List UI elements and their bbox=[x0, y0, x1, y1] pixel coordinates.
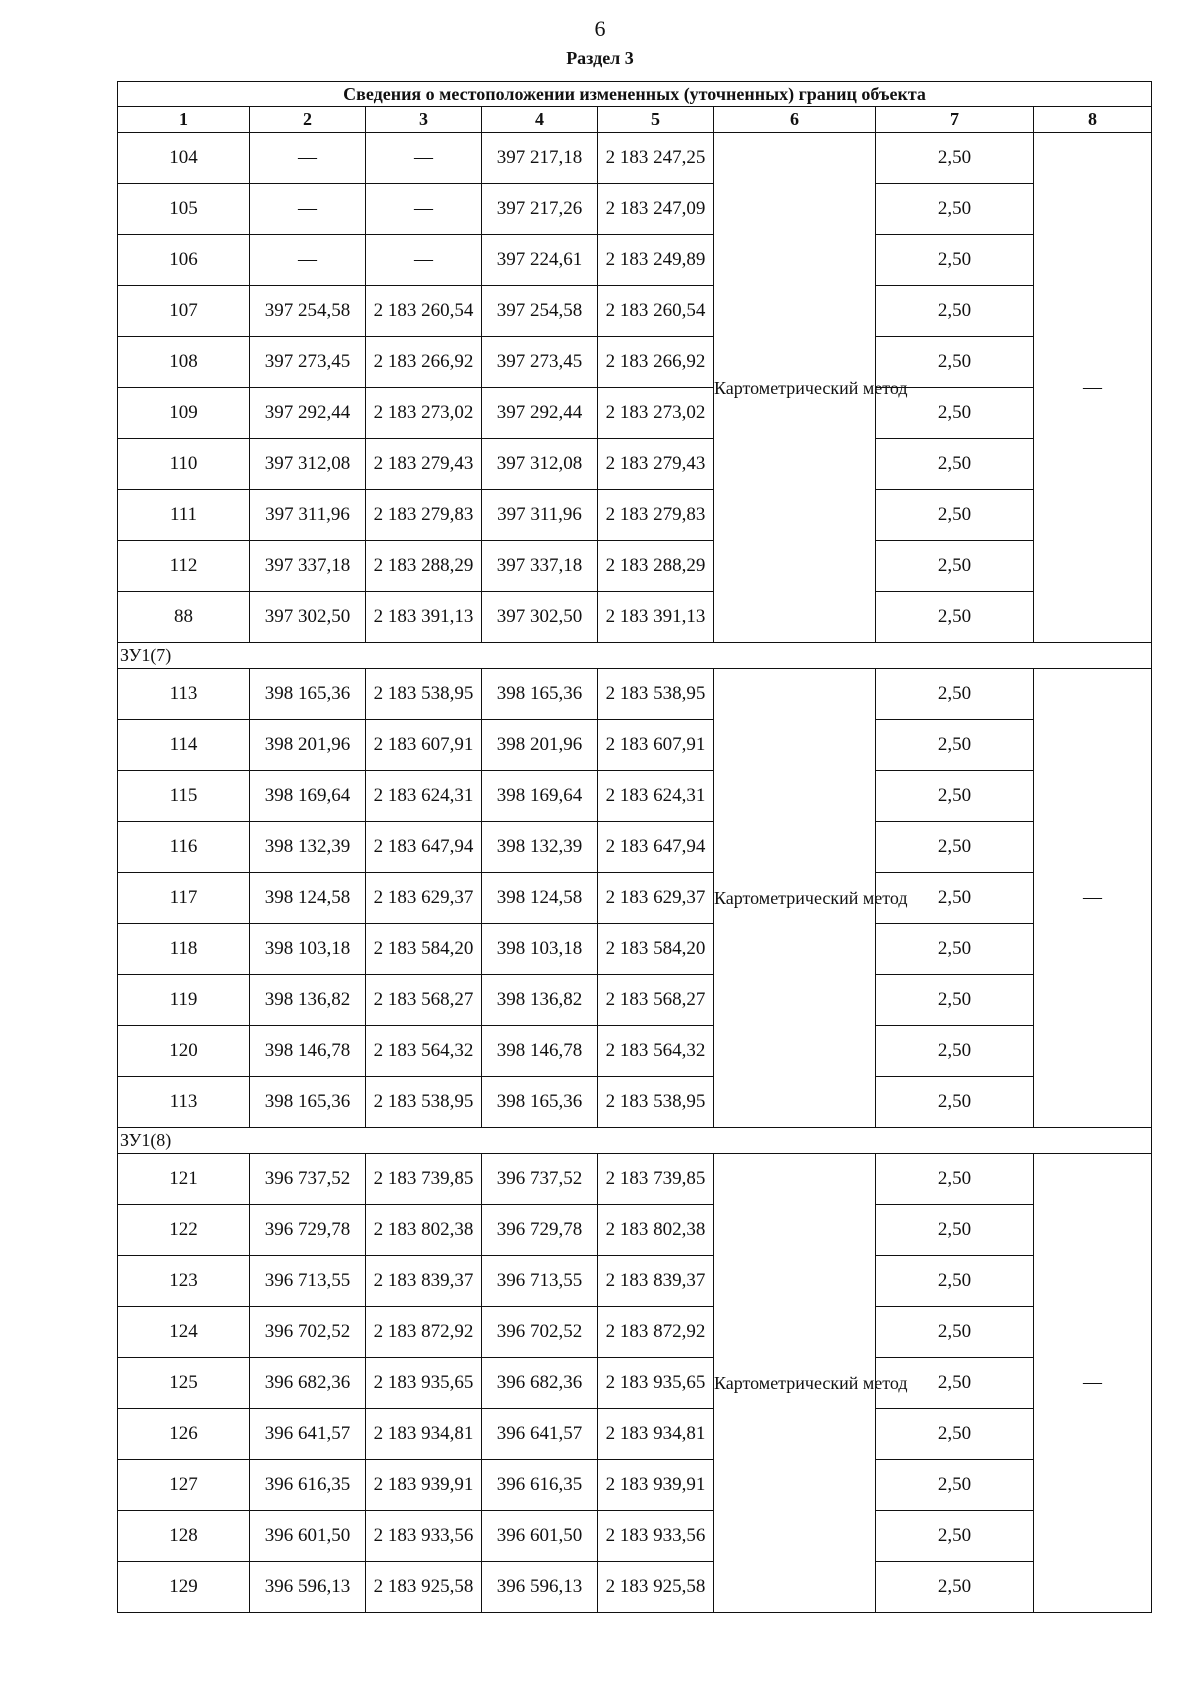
existing-y-cell: 2 183 564,32 bbox=[366, 1026, 482, 1077]
new-y-cell: 2 183 839,37 bbox=[598, 1256, 714, 1307]
group-header-row bbox=[118, 1128, 1152, 1154]
accuracy-cell: 2,50 bbox=[876, 1077, 1034, 1128]
existing-y-cell: 2 183 584,20 bbox=[366, 924, 482, 975]
column-number: 7 bbox=[876, 107, 1034, 133]
existing-x-cell: 397 273,45 bbox=[250, 337, 366, 388]
accuracy-cell: 2,50 bbox=[876, 720, 1034, 771]
new-y-cell: 2 183 925,58 bbox=[598, 1562, 714, 1613]
new-x-cell: 396 641,57 bbox=[482, 1409, 598, 1460]
new-x-cell: 397 302,50 bbox=[482, 592, 598, 643]
accuracy-cell: 2,50 bbox=[876, 490, 1034, 541]
column-number-row bbox=[118, 107, 1152, 133]
table-row bbox=[118, 1026, 1152, 1077]
existing-y-cell: 2 183 647,94 bbox=[366, 822, 482, 873]
point-number-cell: 114 bbox=[118, 720, 250, 771]
existing-x-cell: 396 601,50 bbox=[250, 1511, 366, 1562]
method-cell: Картометрический метод bbox=[714, 669, 876, 1128]
existing-x-cell: 397 302,50 bbox=[250, 592, 366, 643]
existing-x-cell: 396 596,13 bbox=[250, 1562, 366, 1613]
table-row bbox=[118, 1256, 1152, 1307]
accuracy-cell: 2,50 bbox=[876, 1154, 1034, 1205]
table-row bbox=[118, 235, 1152, 286]
point-number-cell: 108 bbox=[118, 337, 250, 388]
table-row bbox=[118, 822, 1152, 873]
new-x-cell: 396 596,13 bbox=[482, 1562, 598, 1613]
existing-y-cell: 2 183 279,83 bbox=[366, 490, 482, 541]
existing-x-cell: 398 132,39 bbox=[250, 822, 366, 873]
page-number: 6 bbox=[594, 16, 606, 41]
table-row bbox=[118, 924, 1152, 975]
column-8-cell: — bbox=[1034, 669, 1152, 1128]
new-y-cell: 2 183 568,27 bbox=[598, 975, 714, 1026]
new-x-cell: 397 217,26 bbox=[482, 184, 598, 235]
point-number-cell: 121 bbox=[118, 1154, 250, 1205]
column-number: 1 bbox=[118, 107, 250, 133]
point-number-cell: 129 bbox=[118, 1562, 250, 1613]
point-number-cell: 109 bbox=[118, 388, 250, 439]
new-x-cell: 397 312,08 bbox=[482, 439, 598, 490]
section-title: Раздел 3 bbox=[566, 48, 634, 68]
table-row bbox=[118, 439, 1152, 490]
existing-y-cell: — bbox=[366, 184, 482, 235]
new-y-cell: 2 183 260,54 bbox=[598, 286, 714, 337]
new-x-cell: 398 165,36 bbox=[482, 669, 598, 720]
existing-y-cell: 2 183 939,91 bbox=[366, 1460, 482, 1511]
accuracy-cell: 2,50 bbox=[876, 1409, 1034, 1460]
point-number-cell: 104 bbox=[118, 133, 250, 184]
existing-y-cell: 2 183 391,13 bbox=[366, 592, 482, 643]
accuracy-cell: 2,50 bbox=[876, 337, 1034, 388]
new-y-cell: 2 183 647,94 bbox=[598, 822, 714, 873]
table-row bbox=[118, 975, 1152, 1026]
existing-y-cell: 2 183 933,56 bbox=[366, 1511, 482, 1562]
existing-y-cell: 2 183 934,81 bbox=[366, 1409, 482, 1460]
accuracy-cell: 2,50 bbox=[876, 1256, 1034, 1307]
table-row bbox=[118, 1562, 1152, 1613]
new-y-cell: 2 183 629,37 bbox=[598, 873, 714, 924]
group-header-row bbox=[118, 643, 1152, 669]
column-8-cell: — bbox=[1034, 1154, 1152, 1613]
table-row bbox=[118, 541, 1152, 592]
existing-x-cell: 396 616,35 bbox=[250, 1460, 366, 1511]
accuracy-cell: 2,50 bbox=[876, 924, 1034, 975]
accuracy-cell: 2,50 bbox=[876, 1358, 1034, 1409]
point-number-cell: 117 bbox=[118, 873, 250, 924]
new-x-cell: 397 224,61 bbox=[482, 235, 598, 286]
accuracy-cell: 2,50 bbox=[876, 439, 1034, 490]
accuracy-cell: 2,50 bbox=[876, 771, 1034, 822]
existing-x-cell: 396 682,36 bbox=[250, 1358, 366, 1409]
table-row bbox=[118, 1460, 1152, 1511]
new-x-cell: 396 729,78 bbox=[482, 1205, 598, 1256]
new-y-cell: 2 183 538,95 bbox=[598, 669, 714, 720]
new-y-cell: 2 183 872,92 bbox=[598, 1307, 714, 1358]
new-y-cell: 2 183 939,91 bbox=[598, 1460, 714, 1511]
new-y-cell: 2 183 273,02 bbox=[598, 388, 714, 439]
existing-x-cell: 398 103,18 bbox=[250, 924, 366, 975]
existing-y-cell: 2 183 802,38 bbox=[366, 1205, 482, 1256]
existing-x-cell: 397 312,08 bbox=[250, 439, 366, 490]
accuracy-cell: 2,50 bbox=[876, 235, 1034, 286]
point-number-cell: 105 bbox=[118, 184, 250, 235]
accuracy-cell: 2,50 bbox=[876, 1511, 1034, 1562]
accuracy-cell: 2,50 bbox=[876, 388, 1034, 439]
point-number-cell: 116 bbox=[118, 822, 250, 873]
point-number-cell: 128 bbox=[118, 1511, 250, 1562]
table-row bbox=[118, 1154, 1152, 1205]
column-number: 5 bbox=[598, 107, 714, 133]
existing-x-cell: 398 136,82 bbox=[250, 975, 366, 1026]
existing-x-cell: 397 254,58 bbox=[250, 286, 366, 337]
table-body bbox=[118, 133, 1152, 1613]
existing-y-cell: 2 183 739,85 bbox=[366, 1154, 482, 1205]
table-row bbox=[118, 133, 1152, 184]
accuracy-cell: 2,50 bbox=[876, 1307, 1034, 1358]
existing-x-cell: 396 702,52 bbox=[250, 1307, 366, 1358]
point-number-cell: 115 bbox=[118, 771, 250, 822]
table-caption: Сведения о местоположении измененных (уточненных) границ объекта bbox=[118, 82, 1152, 107]
existing-x-cell: — bbox=[250, 133, 366, 184]
table-row bbox=[118, 286, 1152, 337]
new-y-cell: 2 183 607,91 bbox=[598, 720, 714, 771]
existing-y-cell: 2 183 935,65 bbox=[366, 1358, 482, 1409]
new-x-cell: 396 616,35 bbox=[482, 1460, 598, 1511]
existing-x-cell: 398 201,96 bbox=[250, 720, 366, 771]
accuracy-cell: 2,50 bbox=[876, 1026, 1034, 1077]
accuracy-cell: 2,50 bbox=[876, 184, 1034, 235]
existing-x-cell: 397 337,18 bbox=[250, 541, 366, 592]
new-x-cell: 396 713,55 bbox=[482, 1256, 598, 1307]
new-y-cell: 2 183 624,31 bbox=[598, 771, 714, 822]
group-label: ЗУ1(8) bbox=[118, 1128, 1152, 1154]
new-y-cell: 2 183 584,20 bbox=[598, 924, 714, 975]
point-number-cell: 123 bbox=[118, 1256, 250, 1307]
new-y-cell: 2 183 391,13 bbox=[598, 592, 714, 643]
point-number-cell: 112 bbox=[118, 541, 250, 592]
new-x-cell: 398 146,78 bbox=[482, 1026, 598, 1077]
column-number: 2 bbox=[250, 107, 366, 133]
existing-y-cell: 2 183 260,54 bbox=[366, 286, 482, 337]
existing-x-cell: 397 311,96 bbox=[250, 490, 366, 541]
existing-y-cell: — bbox=[366, 235, 482, 286]
new-x-cell: 398 132,39 bbox=[482, 822, 598, 873]
accuracy-cell: 2,50 bbox=[876, 975, 1034, 1026]
existing-y-cell: 2 183 839,37 bbox=[366, 1256, 482, 1307]
existing-y-cell: 2 183 279,43 bbox=[366, 439, 482, 490]
accuracy-cell: 2,50 bbox=[876, 1205, 1034, 1256]
new-x-cell: 398 165,36 bbox=[482, 1077, 598, 1128]
new-x-cell: 396 682,36 bbox=[482, 1358, 598, 1409]
point-number-cell: 122 bbox=[118, 1205, 250, 1256]
existing-y-cell: 2 183 266,92 bbox=[366, 337, 482, 388]
accuracy-cell: 2,50 bbox=[876, 822, 1034, 873]
existing-x-cell: 398 165,36 bbox=[250, 1077, 366, 1128]
table-row bbox=[118, 669, 1152, 720]
new-y-cell: 2 183 538,95 bbox=[598, 1077, 714, 1128]
existing-x-cell: 398 146,78 bbox=[250, 1026, 366, 1077]
existing-x-cell: 398 124,58 bbox=[250, 873, 366, 924]
group-label: ЗУ1(7) bbox=[118, 643, 1152, 669]
table-row bbox=[118, 1511, 1152, 1562]
accuracy-cell: 2,50 bbox=[876, 133, 1034, 184]
accuracy-cell: 2,50 bbox=[876, 541, 1034, 592]
existing-y-cell: 2 183 624,31 bbox=[366, 771, 482, 822]
new-y-cell: 2 183 279,83 bbox=[598, 490, 714, 541]
boundary-coordinates-table bbox=[117, 81, 1152, 1613]
accuracy-cell: 2,50 bbox=[876, 1460, 1034, 1511]
existing-x-cell: — bbox=[250, 184, 366, 235]
column-number: 6 bbox=[714, 107, 876, 133]
point-number-cell: 107 bbox=[118, 286, 250, 337]
existing-y-cell: 2 183 288,29 bbox=[366, 541, 482, 592]
new-x-cell: 398 136,82 bbox=[482, 975, 598, 1026]
existing-y-cell: 2 183 872,92 bbox=[366, 1307, 482, 1358]
table-row bbox=[118, 720, 1152, 771]
table-row bbox=[118, 1077, 1152, 1128]
point-number-cell: 118 bbox=[118, 924, 250, 975]
table-row bbox=[118, 1205, 1152, 1256]
existing-x-cell: — bbox=[250, 235, 366, 286]
accuracy-cell: 2,50 bbox=[876, 873, 1034, 924]
table-row bbox=[118, 1358, 1152, 1409]
table-row bbox=[118, 592, 1152, 643]
new-x-cell: 397 337,18 bbox=[482, 541, 598, 592]
existing-y-cell: 2 183 538,95 bbox=[366, 669, 482, 720]
new-y-cell: 2 183 288,29 bbox=[598, 541, 714, 592]
existing-y-cell: 2 183 607,91 bbox=[366, 720, 482, 771]
new-y-cell: 2 183 935,65 bbox=[598, 1358, 714, 1409]
new-x-cell: 397 292,44 bbox=[482, 388, 598, 439]
table-row bbox=[118, 388, 1152, 439]
new-x-cell: 398 124,58 bbox=[482, 873, 598, 924]
column-number: 8 bbox=[1034, 107, 1152, 133]
column-number: 4 bbox=[482, 107, 598, 133]
point-number-cell: 111 bbox=[118, 490, 250, 541]
new-y-cell: 2 183 266,92 bbox=[598, 337, 714, 388]
table-row bbox=[118, 337, 1152, 388]
point-number-cell: 120 bbox=[118, 1026, 250, 1077]
point-number-cell: 88 bbox=[118, 592, 250, 643]
existing-y-cell: 2 183 273,02 bbox=[366, 388, 482, 439]
existing-x-cell: 396 737,52 bbox=[250, 1154, 366, 1205]
new-x-cell: 398 103,18 bbox=[482, 924, 598, 975]
method-cell: Картометрический метод bbox=[714, 133, 876, 643]
new-x-cell: 396 601,50 bbox=[482, 1511, 598, 1562]
column-8-cell: — bbox=[1034, 133, 1152, 643]
point-number-cell: 127 bbox=[118, 1460, 250, 1511]
new-y-cell: 2 183 802,38 bbox=[598, 1205, 714, 1256]
existing-x-cell: 398 169,64 bbox=[250, 771, 366, 822]
existing-x-cell: 397 292,44 bbox=[250, 388, 366, 439]
table-row bbox=[118, 1307, 1152, 1358]
point-number-cell: 106 bbox=[118, 235, 250, 286]
accuracy-cell: 2,50 bbox=[876, 669, 1034, 720]
new-x-cell: 396 737,52 bbox=[482, 1154, 598, 1205]
new-y-cell: 2 183 739,85 bbox=[598, 1154, 714, 1205]
point-number-cell: 125 bbox=[118, 1358, 250, 1409]
existing-y-cell: 2 183 568,27 bbox=[366, 975, 482, 1026]
point-number-cell: 110 bbox=[118, 439, 250, 490]
existing-x-cell: 398 165,36 bbox=[250, 669, 366, 720]
column-number: 3 bbox=[366, 107, 482, 133]
point-number-cell: 113 bbox=[118, 1077, 250, 1128]
point-number-cell: 124 bbox=[118, 1307, 250, 1358]
existing-x-cell: 396 713,55 bbox=[250, 1256, 366, 1307]
existing-y-cell: 2 183 925,58 bbox=[366, 1562, 482, 1613]
accuracy-cell: 2,50 bbox=[876, 592, 1034, 643]
new-y-cell: 2 183 279,43 bbox=[598, 439, 714, 490]
table-row bbox=[118, 490, 1152, 541]
accuracy-cell: 2,50 bbox=[876, 286, 1034, 337]
new-x-cell: 397 273,45 bbox=[482, 337, 598, 388]
new-x-cell: 397 311,96 bbox=[482, 490, 598, 541]
point-number-cell: 113 bbox=[118, 669, 250, 720]
new-x-cell: 396 702,52 bbox=[482, 1307, 598, 1358]
new-x-cell: 398 201,96 bbox=[482, 720, 598, 771]
table-row bbox=[118, 184, 1152, 235]
new-y-cell: 2 183 564,32 bbox=[598, 1026, 714, 1077]
existing-y-cell: — bbox=[366, 133, 482, 184]
new-x-cell: 398 169,64 bbox=[482, 771, 598, 822]
existing-y-cell: 2 183 629,37 bbox=[366, 873, 482, 924]
existing-x-cell: 396 729,78 bbox=[250, 1205, 366, 1256]
new-y-cell: 2 183 249,89 bbox=[598, 235, 714, 286]
accuracy-cell: 2,50 bbox=[876, 1562, 1034, 1613]
new-y-cell: 2 183 934,81 bbox=[598, 1409, 714, 1460]
new-y-cell: 2 183 247,25 bbox=[598, 133, 714, 184]
table-row bbox=[118, 873, 1152, 924]
new-x-cell: 397 217,18 bbox=[482, 133, 598, 184]
new-y-cell: 2 183 933,56 bbox=[598, 1511, 714, 1562]
method-cell: Картометрический метод bbox=[714, 1154, 876, 1613]
new-x-cell: 397 254,58 bbox=[482, 286, 598, 337]
point-number-cell: 126 bbox=[118, 1409, 250, 1460]
table-row bbox=[118, 771, 1152, 822]
new-y-cell: 2 183 247,09 bbox=[598, 184, 714, 235]
existing-x-cell: 396 641,57 bbox=[250, 1409, 366, 1460]
table-row bbox=[118, 1409, 1152, 1460]
point-number-cell: 119 bbox=[118, 975, 250, 1026]
existing-y-cell: 2 183 538,95 bbox=[366, 1077, 482, 1128]
